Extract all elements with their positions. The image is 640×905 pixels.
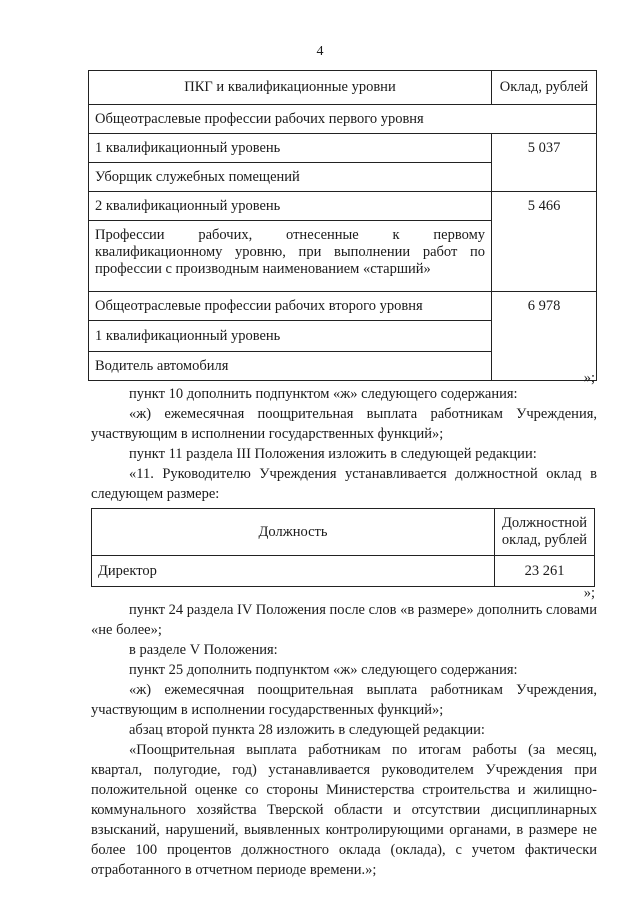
table-row	[89, 105, 597, 134]
paragraph: пункт 11 раздела III Положения изложить в следующей редакции:	[129, 446, 537, 462]
header-cell-salary: Оклад, рублей	[492, 71, 597, 105]
level2-label: 2 квалификационный уровень	[89, 192, 492, 221]
table-row	[92, 556, 595, 587]
paragraph: «11. Руководителю Учреждения устанавливается должностной оклад в следующем размере:	[91, 466, 597, 502]
salary-table-director	[91, 508, 595, 587]
level1-label: 1 квалификационный уровень	[89, 134, 492, 163]
table-row	[89, 192, 597, 221]
table2-closing-quote: »;	[583, 585, 595, 601]
table-header-row	[89, 71, 597, 105]
table1-closing-quote: »;	[583, 370, 595, 386]
header-cell-groups: ПКГ и квалификационные уровни	[89, 71, 492, 105]
level2-job: Профессии рабочих, отнесенные к первому квалификационному уровню, при выполнении работ по профессии с производным наименованием «старший»	[89, 221, 492, 292]
paragraph: в разделе V Положения:	[129, 642, 278, 658]
level1-salary: 5 037	[492, 134, 597, 192]
level2-salary: 5 466	[492, 192, 597, 292]
paragraph: «ж) ежемесячная поощрительная выплата работникам Учреждения, участвующим в исполнении государственных функций»;	[91, 406, 597, 442]
table-row	[89, 292, 597, 321]
paragraph: пункт 25 дополнить подпунктом «ж» следующего содержания:	[129, 662, 518, 678]
table-row	[89, 134, 597, 163]
group2-salary: 6 978	[492, 292, 597, 381]
salary-cell: 23 261	[495, 556, 595, 587]
paragraph: пункт 10 дополнить подпунктом «ж» следующего содержания:	[129, 386, 518, 402]
group2-level-label: 1 квалификационный уровень	[89, 321, 492, 352]
paragraph: пункт 24 раздела IV Положения после слов «в размере» дополнить словами «не более»;	[91, 602, 597, 638]
group1-title: Общеотраслевые профессии рабочих первого уровня	[89, 105, 597, 134]
position-cell: Директор	[92, 556, 495, 587]
page-number: 4	[316, 44, 324, 59]
paragraph: «Поощрительная выплата работникам по итогам работы (за месяц, квартал, полугодие, год) устанавливается руководителем Учреждения при положительной оценке со стороны Министерства строительства и жилищно-коммунального хозяйства Тверской области и отсутствии дисциплинарных взысканий, нарушений, выявленных контролирующими органами, в размере не более 100 процентов должностного оклада (оклада), с учетом фактически отработанного в отчетном периоде времени.»;	[91, 742, 597, 878]
header-cell-position: Должность	[92, 509, 495, 556]
salary-table-workers	[88, 70, 597, 381]
group2-title: Общеотраслевые профессии рабочих второго уровня	[89, 292, 492, 321]
paragraph: «ж) ежемесячная поощрительная выплата работникам Учреждения, участвующим в исполнении государственных функций»;	[91, 682, 597, 718]
paragraph: абзац второй пункта 28 изложить в следующей редакции:	[129, 722, 485, 738]
header-cell-salary: Должностной оклад, рублей	[495, 509, 595, 556]
group2-job: Водитель автомобиля	[89, 352, 492, 381]
table-header-row	[92, 509, 595, 556]
level1-job: Уборщик служебных помещений	[89, 163, 492, 192]
